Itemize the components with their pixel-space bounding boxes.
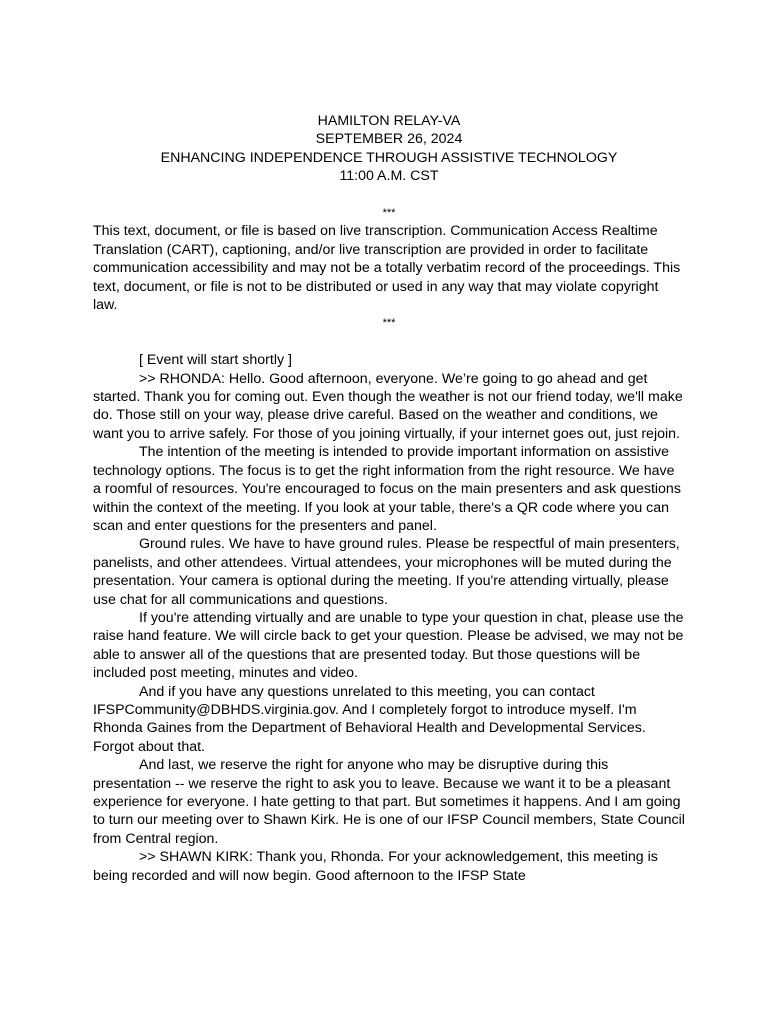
- header-time: 11:00 A.M. CST: [339, 168, 439, 185]
- transcript-body: [93, 351, 685, 885]
- header-date: SEPTEMBER 26, 2024: [315, 131, 463, 148]
- transcript-paragraph: The intention of the meeting is intended to provide important information on assistive technology options. The focus is to get the right information from the right resource. We have a roomful of resources. You're encouraged to focus on the main presenters and ask questions within the context of the meeting. If you look at your table, there's a QR code where you can scan and enter questions for the presenters and panel.: [93, 444, 681, 534]
- separator-bottom: ***: [382, 317, 396, 330]
- header-organization: HAMILTON RELAY-VA: [317, 113, 461, 129]
- transcript-paragraph: If you're attending virtually and are unable to type your question in chat, please use the raise hand feature. We will circle back to get your question. Please be advised, we may not be able to answer all of the questions that are presented today. But those questions will be included post meeting, minutes and video.: [93, 609, 684, 682]
- transcript-paragraph: Ground rules. We have to have ground rules. Please be respectful of main presenters, panelists, and other attendees. Virtual attendees, your microphones will be muted during the presentation. Your camera is optional during the meeting. If you're attending virtually, please use chat for all communications and questions.: [93, 536, 680, 608]
- header-event-title: ENHANCING INDEPENDENCE THROUGH ASSISTIVE TECHNOLOGY: [160, 149, 618, 166]
- transcript-paragraph: And last, we reserve the right for anyone who may be disruptive during this presentation -- we reserve the right to ask you to leave. Because we want it to be a pleasant experience for everyone. I hate getting to that part. But sometimes it happens. And I am going to turn our meeting over to Shawn Kirk. He is one of our IFSP Council members, State Council from Central region.: [93, 757, 685, 847]
- transcript-paragraph: And if you have any questions unrelated to this meeting, you can contact IFSPCommunity@DBHDS.virginia.gov. And I completely forgot to introduce myself. I'm Rhonda Gaines from the Department of Behavioral Health and Developmental Services. Forgot about that.: [93, 683, 646, 755]
- cart-disclaimer: This text, document, or file is based on live transcription. Communication Access Realtime Translation (CART), captioning, and/or live transcription are provided in order to facilitate communication accessibility and may not be a totally verbatim record of the proceedings. This text, document, or file is not to be distributed or used in any way that may violate copyright law.: [93, 223, 681, 314]
- transcript-paragraph: >> SHAWN KIRK: Thank you, Rhonda. For your acknowledgement, this meeting is being recorded and will now begin. Good afternoon to the IFSP State: [93, 849, 658, 884]
- document-page: [93, 112, 685, 885]
- transcript-paragraph: >> RHONDA: Hello. Good afternoon, everyone. We’re going to go ahead and get started. Thank you for coming out. Even though the weather is not our friend today, we'll make do. Those still on your way, please drive careful. Based on the weather and conditions, we want you to arrive safely. For those of you joining virtually, if your internet goes out, just rejoin.: [93, 370, 683, 442]
- spacer: [93, 333, 685, 351]
- transcript-paragraph: [ Event will start shortly ]: [139, 352, 292, 369]
- separator-top: ***: [382, 207, 396, 220]
- document-header: [93, 112, 685, 186]
